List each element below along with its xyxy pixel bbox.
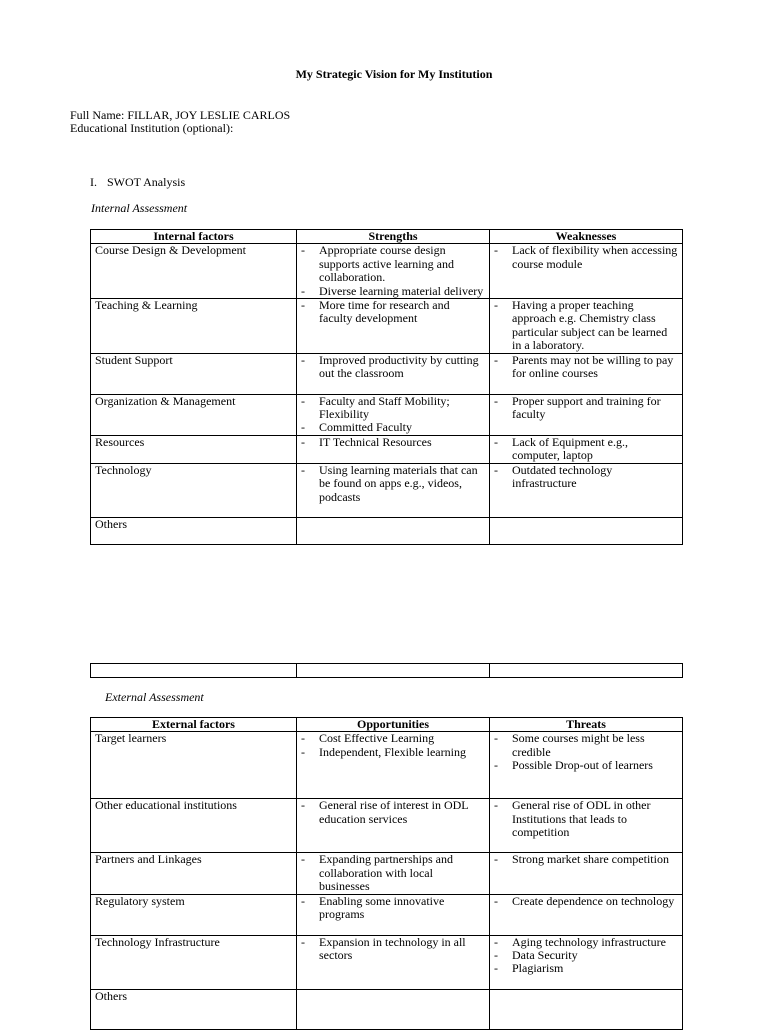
internal-assessment-label: Internal Assessment (91, 201, 188, 215)
table-row (91, 394, 683, 435)
threats-cell (490, 935, 683, 989)
list-item: - Aging technology infrastructure (494, 936, 678, 949)
list-item: - Appropriate course design supports active learning and collaboration. (301, 244, 485, 284)
factor-cell: Partners and Linkages (91, 853, 297, 894)
table-row (91, 244, 683, 299)
full-name-line: Full Name: FILLAR, JOY LESLIE CARLOS (70, 108, 291, 122)
empty-table-row-continuation (90, 663, 683, 678)
factor-cell: Target learners (91, 732, 297, 799)
weaknesses-cell (490, 299, 683, 354)
factor-cell: Others (91, 517, 297, 544)
column-header: Weaknesses (490, 230, 683, 244)
factor-cell: Others (91, 989, 297, 1029)
weaknesses-cell (490, 435, 683, 463)
list-item: - Improved productivity by cutting out the classroom (301, 354, 485, 381)
list-item: - Outdated technology infrastructure (494, 464, 678, 491)
column-header: Internal factors (91, 230, 297, 244)
threats-cell (490, 894, 683, 935)
document-title: My Strategic Vision for My Institution (295, 67, 493, 81)
column-header: Strengths (297, 230, 490, 244)
list-item: - Proper support and training for faculty (494, 395, 678, 422)
table-row (91, 517, 683, 544)
opportunities-cell (297, 799, 490, 853)
factor-cell: Student Support (91, 353, 297, 394)
strengths-cell (297, 435, 490, 463)
table-row (91, 799, 683, 853)
threats-cell (490, 989, 683, 1029)
table-row (91, 935, 683, 989)
list-item: - Faculty and Staff Mobility; Flexibility (301, 395, 485, 422)
column-header: Opportunities (297, 718, 490, 732)
section-number: I. (90, 175, 97, 189)
strengths-cell (297, 463, 490, 517)
list-item: - IT Technical Resources (301, 436, 485, 449)
factor-cell: Resources (91, 435, 297, 463)
list-item: - Having a proper teaching approach e.g. Chemistry class particular subject can be learned in a laboratory. (494, 299, 678, 353)
section-title: SWOT Analysis (107, 175, 186, 189)
list-item: - Lack of flexibility when accessing course module (494, 244, 678, 271)
table-row (91, 664, 683, 678)
table-row (91, 732, 683, 799)
factor-cell: Technology (91, 463, 297, 517)
threats-cell (490, 799, 683, 853)
empty-cell (297, 664, 490, 678)
weaknesses-cell (490, 394, 683, 435)
factor-cell: Organization & Management (91, 394, 297, 435)
list-item: - Independent, Flexible learning (301, 746, 485, 759)
weaknesses-cell (490, 517, 683, 544)
threats-cell (490, 853, 683, 894)
weaknesses-cell (490, 463, 683, 517)
list-item: - Expansion in technology in all sectors (301, 936, 485, 963)
strengths-cell (297, 517, 490, 544)
strengths-cell (297, 394, 490, 435)
weaknesses-cell (490, 353, 683, 394)
strengths-cell (297, 244, 490, 299)
list-item: - Strong market share competition (494, 853, 678, 866)
list-item: - Enabling some innovative programs (301, 895, 485, 922)
list-item: - Plagiarism (494, 962, 678, 975)
factor-cell: Other educational institutions (91, 799, 297, 853)
external-assessment-table (90, 717, 683, 1030)
empty-cell (490, 664, 683, 678)
list-item: - Expanding partnerships and collaboration with local businesses (301, 853, 485, 893)
table-row (91, 989, 683, 1029)
list-item: - More time for research and faculty development (301, 299, 485, 326)
factor-cell: Course Design & Development (91, 244, 297, 299)
weaknesses-cell (490, 244, 683, 299)
list-item: - Committed Faculty (301, 421, 485, 434)
external-assessment-label: External Assessment (105, 690, 204, 704)
table-header-row (91, 718, 683, 732)
list-item: - Using learning materials that can be found on apps e.g., videos, podcasts (301, 464, 485, 504)
list-item: - Diverse learning material delivery (301, 285, 485, 298)
factor-cell: Teaching & Learning (91, 299, 297, 354)
institution-line: Educational Institution (optional): (70, 121, 234, 135)
opportunities-cell (297, 989, 490, 1029)
strengths-cell (297, 353, 490, 394)
opportunities-cell (297, 732, 490, 799)
table-row (91, 299, 683, 354)
list-item: - Cost Effective Learning (301, 732, 485, 745)
list-item: - Possible Drop-out of learners (494, 759, 678, 772)
list-item: - Data Security (494, 949, 678, 962)
table-row (91, 435, 683, 463)
column-header: External factors (91, 718, 297, 732)
table-row (91, 353, 683, 394)
list-item: - General rise of ODL in other Institutions that leads to competition (494, 799, 678, 839)
list-item: - Some courses might be less credible (494, 732, 678, 759)
table-header-row (91, 230, 683, 244)
opportunities-cell (297, 853, 490, 894)
strengths-cell (297, 299, 490, 354)
opportunities-cell (297, 894, 490, 935)
section-heading (90, 176, 185, 189)
list-item: - General rise of interest in ODL education services (301, 799, 485, 826)
list-item: - Create dependence on technology (494, 895, 678, 908)
table-row (91, 853, 683, 894)
table-row (91, 463, 683, 517)
opportunities-cell (297, 935, 490, 989)
list-item: - Lack of Equipment e.g., computer, laptop (494, 436, 678, 463)
table-row (91, 894, 683, 935)
factor-cell: Regulatory system (91, 894, 297, 935)
column-header: Threats (490, 718, 683, 732)
factor-cell: Technology Infrastructure (91, 935, 297, 989)
threats-cell (490, 732, 683, 799)
internal-assessment-table (90, 229, 683, 545)
empty-cell (91, 664, 297, 678)
list-item: - Parents may not be willing to pay for online courses (494, 354, 678, 381)
